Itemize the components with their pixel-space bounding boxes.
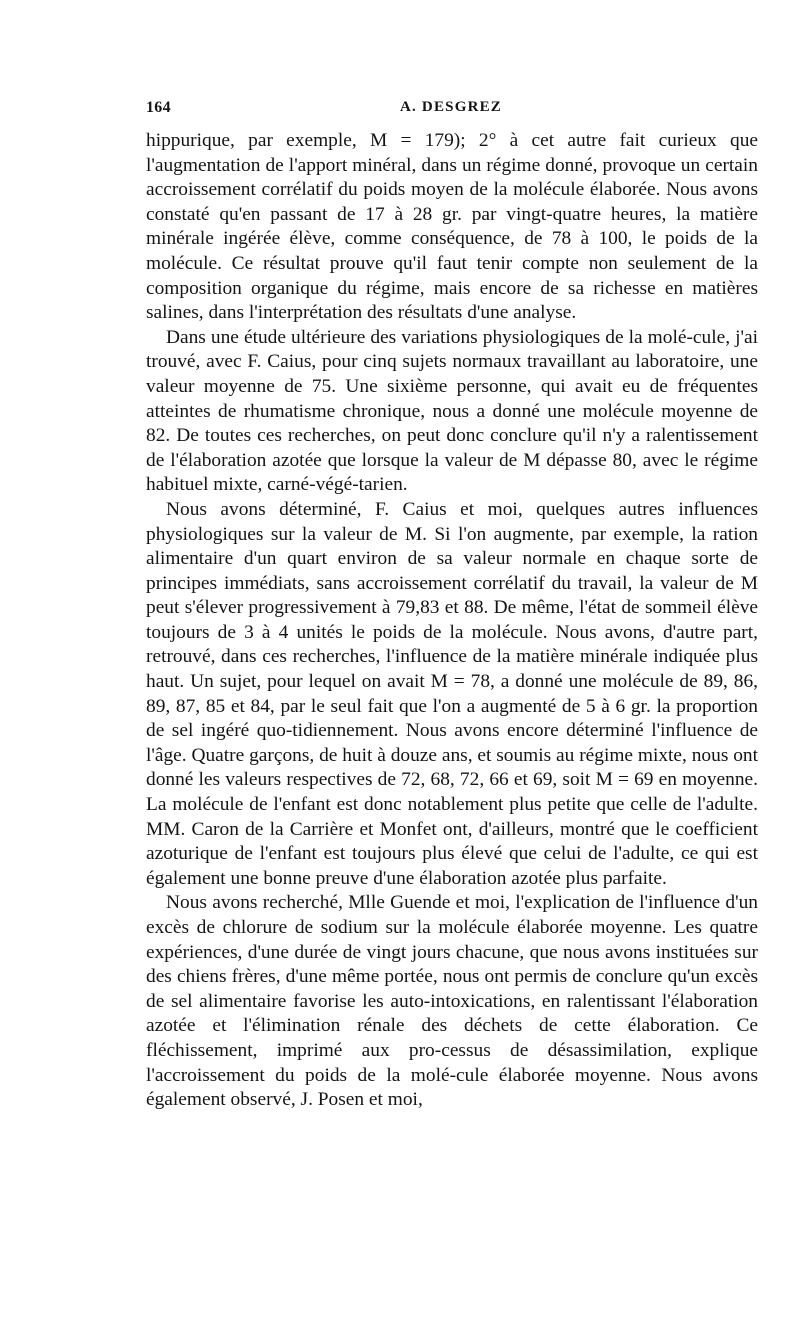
paragraph-3: Nous avons déterminé, F. Caius et moi, quelques autres influences physiologiques sur la valeur de M. Si l'on augmente, par exemple, la ration alimentaire d'un quart environ de sa valeur normale en chaque sorte de principes immédiats, sans accroissement corrélatif du travail, la valeur de M peut s'élever progressivement à 79,83 et 88. De même, l'état de sommeil élève toujours de 3 à 4 unités le poids de la molécule. Nous avons, d'autre part, retrouvé, dans ces recherches, l'influence de la matière minérale indiquée plus haut. Un sujet, pour lequel on avait M = 78, a donné une molécule de 89, 86, 89, 87, 85 et 84, par le seul fait que l'on a augmenté de 5 à 6 gr. la proportion de sel ingéré quo-tidiennement. Nous avons encore déterminé l'influence de l'âge. Quatre garçons, de huit à douze ans, et soumis au régime mixte, nous ont donné les valeurs respectives de 72, 68, 72, 66 et 69, soit M = 69 en moyenne. La molécule de l'enfant est donc notablement plus petite que celle de l'adulte. MM. Caron de la Carrière et Monfet ont, d'ailleurs, montré que le coefficient azoturique de l'enfant est toujours plus élevé que celui de l'adulte, ce qui est également une bonne preuve d'une élaboration azotée plus parfaite. (146, 498, 758, 889)
body-text (146, 129, 758, 1113)
page-number: 164 (146, 99, 171, 116)
paragraph-4: Nous avons recherché, Mlle Guende et moi, l'explication de l'influence d'un excès de chlorure de sodium sur la molécule élaborée moyenne. Les quatre expériences, d'une durée de vingt jours chacune, que nous avons instituées sur des chiens frères, d'une même portée, nous ont permis de conclure qu'un excès de sel alimentaire favorise les auto-intoxications, en ralentissant l'élaboration azotée et l'élimination rénale des déchets de cette élaboration. Ce fléchissement, imprimé aux pro-cessus de désassimilation, explique l'accroissement du poids de la molé-cule élaborée moyenne. Nous avons également observé, J. Posen et moi, (146, 892, 758, 1111)
paragraph-1: hippurique, par exemple, M = 179); 2° à cet autre fait curieux que l'augmentation de l'apport minéral, dans un régime donné, provoque un certain accroissement corrélatif du poids moyen de la molécule élaborée. Nous avons constaté qu'en passant de 17 à 28 gr. par vingt-quatre heures, la matière minérale ingérée élève, comme conséquence, de 78 à 100, le poids de la molécule. Ce résultat prouve qu'il faut tenir compte non seulement de la composition organique du régime, mais encore de sa richesse en matières salines, dans l'interprétation des résultats d'une analyse. (146, 130, 758, 324)
running-head: A. DESGREZ (399, 99, 503, 115)
paragraph-2: Dans une étude ultérieure des variations physiologiques de la molé-cule, j'ai trouvé, avec F. Caius, pour cinq sujets normaux travaillant au laboratoire, une valeur moyenne de 75. Une sixième personne, qui avait eu de fréquentes atteintes de rhumatisme chronique, nous a donné une molécule moyenne de 82. De toutes ces recherches, on peut donc conclure qu'il n'y a ralentissement de l'élaboration azotée que lorsque la valeur de M dépasse 80, avec le régime habituel mixte, carné-végé-tarien. (146, 326, 758, 496)
page-header (146, 99, 756, 127)
